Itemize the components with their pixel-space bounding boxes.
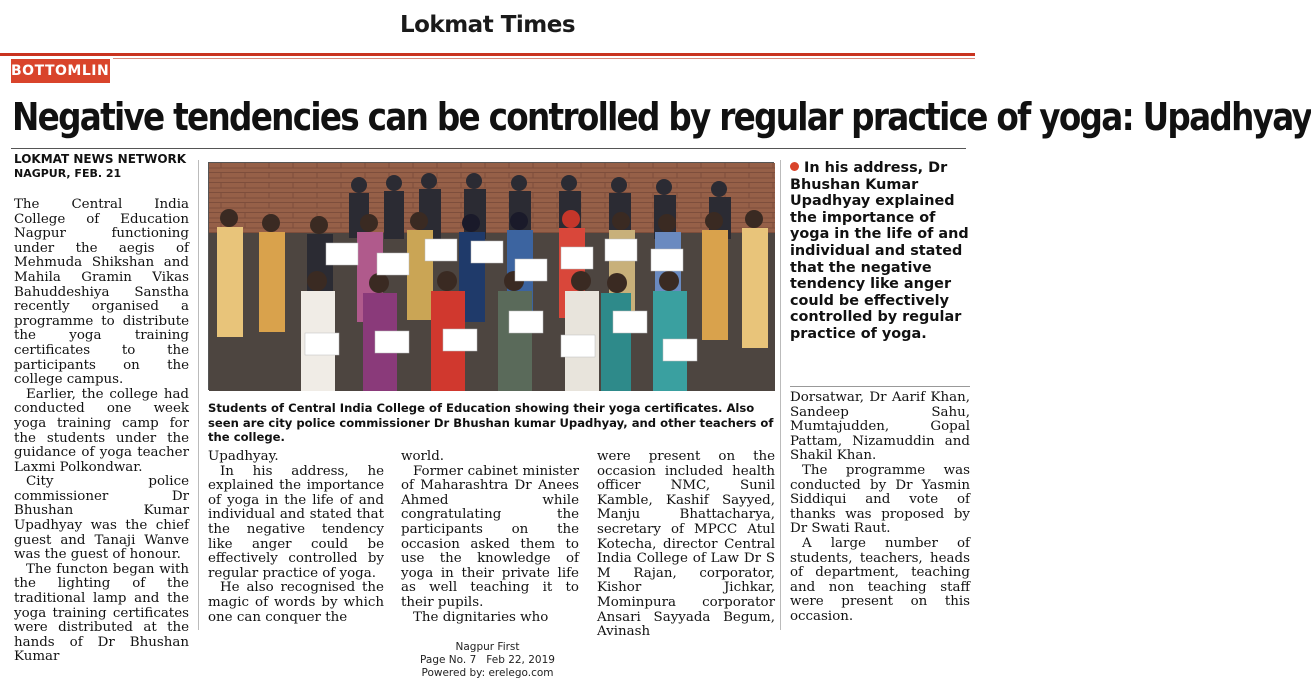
column-divider: [780, 160, 781, 630]
page-info: Page No. 7 Feb 22, 2019: [420, 654, 555, 666]
news-photo: [208, 162, 774, 390]
pull-quote: [790, 160, 970, 343]
article-column-4: [597, 450, 775, 640]
bullet-dot-icon: [790, 162, 799, 171]
paragraph: world.: [401, 449, 445, 464]
article-column-5: [790, 391, 970, 625]
photo-caption: Students of Central India College of Education showing their yoga certificates. Also seen are city police commissioner Dr Bhushan kumar Upadhyay, and other teachers of the college.: [208, 401, 774, 444]
paragraph: Dorsatwar, Dr Aarif Khan, Sandeep Sahu, Mumtajudden, Gopal Pattam, Nizamuddin and Shakil Khan.: [790, 390, 970, 464]
article-column-1: [14, 198, 189, 665]
pull-quote-text: In his address, Dr Bhushan Kumar Upadhyay explained the importance of yoga in the life of and individual and stated that the negative tendency like anger could be effectively controlled by regular practice of yoga.: [790, 160, 969, 342]
powered-by: Powered by: erelego.com: [421, 667, 554, 679]
dateline: NAGPUR, FEB. 21: [14, 167, 122, 180]
paragraph: He also recognised the magic of words by which one can conquer the: [208, 580, 384, 625]
headline: Negative tendencies can be controlled by regular practice of yoga: Upadhyay: [12, 95, 1311, 139]
pull-quote-rule: [790, 386, 970, 387]
masthead: Lokmat Times: [399, 12, 576, 38]
paragraph: Upadhyay.: [208, 449, 279, 464]
paragraph: The Central India College of Education Nagpur functioning under the aegis of Mehmuda Shikshan and Mahila Gramin Vikas Bahuddeshiya Sanstha recently organised a programme to distribute the yoga training certificates to the participants on the college campus.: [14, 197, 189, 388]
column-divider: [198, 160, 199, 630]
headline-rule: [11, 148, 966, 149]
article-column-2: [208, 450, 384, 625]
masthead-rule: [0, 53, 975, 56]
paragraph: Former cabinet minister of Maharashtra Dr Anees Ahmed while congratulating the participants on the occasion asked them to use the knowledge of yoga in their private life as well teaching it to their pupils.: [401, 463, 579, 610]
edition-label: Nagpur First: [455, 641, 520, 653]
paragraph: were present on the occasion included health officer NMC, Sunil Kamble, Kashif Sayyed, Manju Bhattacharya, secretary of MPCC Atul Kotecha, director Central India College of Law Dr S M Rajan, corporator, Kishor Jichkar, Mominpura corporator Ansari Sayyada Begum, Avinash: [597, 449, 775, 640]
article-column-3: [401, 450, 579, 625]
paragraph: The functon began with the lighting of the traditional lamp and the yoga training certificates were distributed at the hands of Dr Bhushan Kumar: [14, 561, 189, 665]
byline: LOKMAT NEWS NETWORK: [14, 152, 187, 166]
paragraph: City police commissioner Dr Bhushan Kumar Upadhyay was the chief guest and Tanaji Wanve was the guest of honour.: [14, 474, 189, 563]
paragraph: The programme was conducted by Dr Yasmin Siddiqui and vote of thanks was proposed by Dr Swati Raut.: [790, 462, 970, 537]
paragraph: Earlier, the college had conducted one week yoga training camp for the students under the guidance of yoga teacher Laxmi Polkondwar.: [14, 386, 189, 475]
page-footer: [0, 641, 975, 680]
section-tag: BOTTOMLINE: [11, 59, 110, 83]
masthead-rule-thin: [113, 58, 975, 59]
group-photo-illustration: [209, 163, 775, 391]
paragraph: In his address, he explained the importance of yoga in the life of and individual and stated that the negative tendency like anger could be effectively controlled by regular practice of yoga.: [208, 463, 384, 581]
paragraph: A large number of students, teachers, heads of department, teaching and non teaching staff were present on this occasion.: [790, 535, 970, 624]
paragraph: The dignitaries who: [413, 609, 549, 625]
